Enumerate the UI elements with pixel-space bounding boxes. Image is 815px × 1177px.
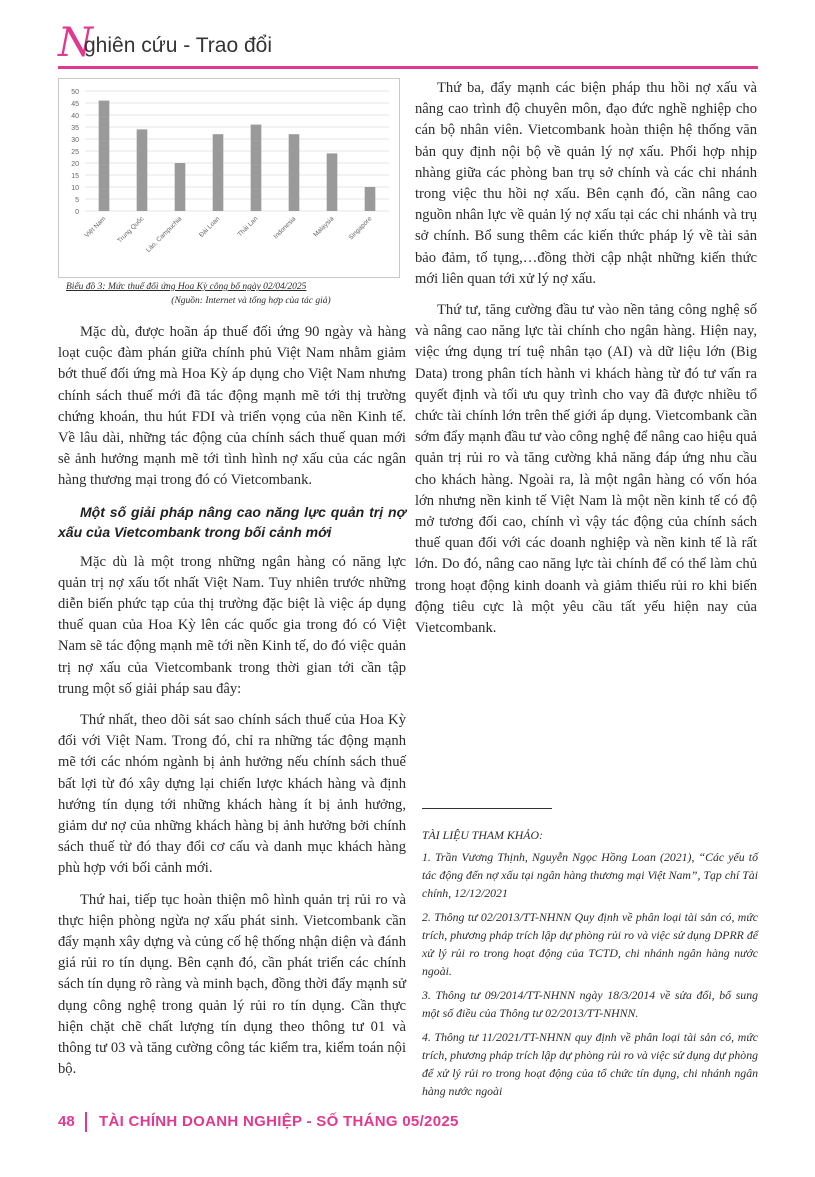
- x-tick-label: Thái Lan: [236, 215, 260, 239]
- bar: [365, 187, 376, 211]
- x-tick-label: Trung Quốc: [116, 215, 146, 245]
- bar: [213, 134, 224, 211]
- references-heading: TÀI LIỆU THAM KHẢO:: [422, 828, 543, 842]
- paragraph: Mặc dù là một trong những ngân hàng có năng lực quản trị nợ xấu tốt nhất Việt Nam. Tuy nhiên trước những diễn biến phức tạp của thị trường đặc biệt là việc áp dụng thuế quan của Hoa Kỳ lên các quốc gia trong đó có Việt Nam sẽ tác động mạnh mẽ tới nền Kinh tế, do đó việc quản trị nợ xấu của Vietcombank trong thời gian tới cần tập trung một số giải pháp sau đây:: [58, 553, 406, 697]
- x-tick-label: Indonesia: [272, 215, 298, 241]
- right-column: [415, 78, 757, 649]
- x-tick-label: Việt Nam: [83, 215, 108, 240]
- section-heading: Một số giải pháp nâng cao năng lực quản trị nợ xấu của Vietcombank trong bối cảnh mới: [58, 503, 406, 540]
- x-tick-label: Singapore: [347, 215, 374, 242]
- bar: [251, 125, 262, 211]
- paragraph: Thứ tư, tăng cường đầu tư vào nền tảng công nghệ số và nâng cao năng lực tài chính cho ngân hàng. Hiện nay, việc ứng dụng trí tuệ nhân tạo (AI) và dữ liệu lớn (Big Data) trong phân tích hành vi khách hàng từ đó tư vấn ra quyết định và tối ưu quy trình cho vay đã được nhiều tổ chức tài chính lớn trên thế giới áp dụng. Vietcombank cần sớm đẩy mạnh đầu tư vào công nghệ để nâng cao hiệu quả quản trị rủi ro và tăng cường khả năng đáp ứng nhu cầu cho khách hàng. Ngoài ra, là một ngân hàng có vốn hóa lớn nhưng nền kinh tế Việt Nam là một nền kinh tế có độ mở tương đối cao, chính vì vậy tác động của chính sách thuế quan đối với các doanh nghiệp và nền kinh tế là rất lớn. Do đó, nâng cao năng lực tài chính để có thể làm chủ trong hoạt động kinh doanh và giảm thiểu rủi ro khi biến động tiêu cực là một yêu cầu tất yếu hiện nay của Vietcombank.: [415, 302, 757, 637]
- references-divider: [422, 808, 552, 809]
- y-tick-label: 30: [71, 137, 79, 144]
- y-tick-label: 25: [71, 149, 79, 156]
- footer-divider: [85, 1112, 87, 1132]
- references: [422, 826, 758, 1106]
- reference-item: 1. Trần Vương Thịnh, Nguyễn Ngọc Hồng Loan (2021), “Các yếu tố tác động đến nợ xấu tại ngân hàng thương mại Việt Nam”, Tạp chí Tài chính, 12/12/2021: [422, 850, 758, 900]
- y-tick-label: 35: [71, 125, 79, 132]
- y-tick-label: 10: [71, 185, 79, 192]
- journal-title: TÀI CHÍNH DOANH NGHIỆP - SỐ THÁNG 05/2025: [99, 1112, 459, 1130]
- y-tick-label: 5: [75, 197, 79, 204]
- x-tick-label: Lào, Campuchia: [144, 215, 184, 254]
- header-initial: N: [58, 20, 93, 66]
- tariff-bar-chart: [58, 78, 400, 278]
- header-rule: [58, 66, 758, 69]
- bar: [175, 163, 186, 211]
- bar: [99, 101, 110, 211]
- y-tick-label: 50: [71, 89, 79, 96]
- bar: [289, 134, 300, 211]
- paragraph: Thứ ba, đẩy mạnh các biện pháp thu hồi nợ xấu và nâng cao trình độ chuyên môn, đạo đức nghề nghiệp cho cán bộ nhân viên. Vietcombank hoàn thiện hệ thống văn bản quy định nội bộ về quản lý nợ xấu. Phối hợp nhịp nhàng giữa các phòng ban trụ sở chính và các chi nhánh trong việc thu hồi nợ xấu. Bên cạnh đó, cần nâng cao nguồn nhân lực về quản lý nợ xấu tại các chi nhánh và trụ sở chính. Bổ sung thêm các kiến thức pháp lý về tài sản bảo đảm, tố tụng,…đồng thời cập nhật những kiến thức mới liên quan tới xử lý nợ xấu.: [415, 80, 757, 287]
- chart-canvas: [59, 79, 399, 277]
- page-number: 48: [58, 1112, 75, 1130]
- paragraph: Mặc dù, được hoãn áp thuế đối ứng 90 ngày và hàng loạt cuộc đàm phán giữa chính phủ Việt Nam nhằm giảm bớt thuế đối ứng mà Hoa Kỳ áp dụng cho Việt Nam nhưng chính sách thuế mới đã tác động mạnh mẽ tới thị trường chứng khoán, thu hút FDI và triển vọng của nền Kinh tế. Về lâu dài, những tác động của chính sách thuế quan mới sẽ ảnh hưởng mạnh mẽ tới tình hình nợ xấu của các ngân hàng thương mại trong đó có Vietcombank.: [58, 324, 406, 489]
- y-tick-label: 45: [71, 101, 79, 108]
- x-tick-label: Đài Loan: [198, 215, 222, 239]
- y-tick-label: 0: [75, 209, 79, 216]
- y-tick-label: 20: [71, 161, 79, 168]
- page-footer: [58, 1112, 459, 1136]
- reference-item: 4. Thông tư 11/2021/TT-NHNN quy định về phân loại tài sản có, mức trích, phương pháp trích lập dự phòng rủi ro và việc sử dụng dự phòng để xử lý rủi ro trong hoạt động của tổ chức tín dụng, chi nhánh ngân hàng nước ngoài: [422, 1030, 758, 1098]
- chart-caption: Biểu đồ 3: Mức thuế đối ứng Hoa Kỳ công bố ngày 02/04/2025: [66, 282, 307, 292]
- chart-source: (Nguồn: Internet và tổng hợp của tác giả): [171, 296, 331, 306]
- y-tick-label: 40: [71, 113, 79, 120]
- x-tick-label: Malaysia: [312, 215, 336, 239]
- chart-caption-block: [66, 280, 396, 308]
- bar: [327, 153, 338, 211]
- left-column: [58, 322, 406, 1091]
- header-section-title: ghiên cứu - Trao đổi: [84, 34, 272, 57]
- y-tick-label: 15: [71, 173, 79, 180]
- reference-item: 3. Thông tư 09/2014/TT-NHNN ngày 18/3/2014 về sửa đổi, bổ sung một số điều của Thông tư 02/2013/TT-NHNN.: [422, 988, 758, 1020]
- bar: [137, 129, 148, 211]
- paragraph: Thứ nhất, theo dõi sát sao chính sách thuế của Hoa Kỳ đối với Việt Nam. Trong đó, chỉ ra những tác động mạnh mẽ tới các nhóm ngành bị ảnh hưởng nếu chính sách thuế bất lợi từ đó xây dựng lại chiến lược khách hàng và định hướng tín dụng tới những khách hàng ít bị ảnh hưởng, giảm dư nợ của những khách hàng bị ảnh hưởng bởi chính sách thuế từ đó thay đổi cơ cấu và danh mục khách hàng phù hợp với bối cảnh mới.: [58, 712, 406, 877]
- paragraph: Thứ hai, tiếp tục hoàn thiện mô hình quản trị rủi ro và thực hiện phòng ngừa nợ xấu phát sinh. Vietcombank cần đẩy mạnh xây dựng và củng cố hệ thống nhận diện và đánh giá rủi ro tín dụng. Bên cạnh đó, cần phát triển các chính sách tín dụng rõ ràng và minh bạch, đồng thời đẩy mạnh sử dụng công nghệ trong quản lý rủi ro tín dụng. Cần thực hiện chặt chẽ chất lượng tín dụng theo thông tư 01 và thông tư 03 và tăng cường công tác kiểm tra, kiểm toán nội bộ.: [58, 891, 406, 1078]
- reference-item: 2. Thông tư 02/2013/TT-NHNN Quy định về phân loại tài sản có, mức trích, phương pháp trích lập dự phòng rủi ro và việc sử dụng DPRR để xử lý rủi ro trong hoạt động của TCTD, chi nhánh ngân hàng nước ngoài.: [422, 910, 758, 978]
